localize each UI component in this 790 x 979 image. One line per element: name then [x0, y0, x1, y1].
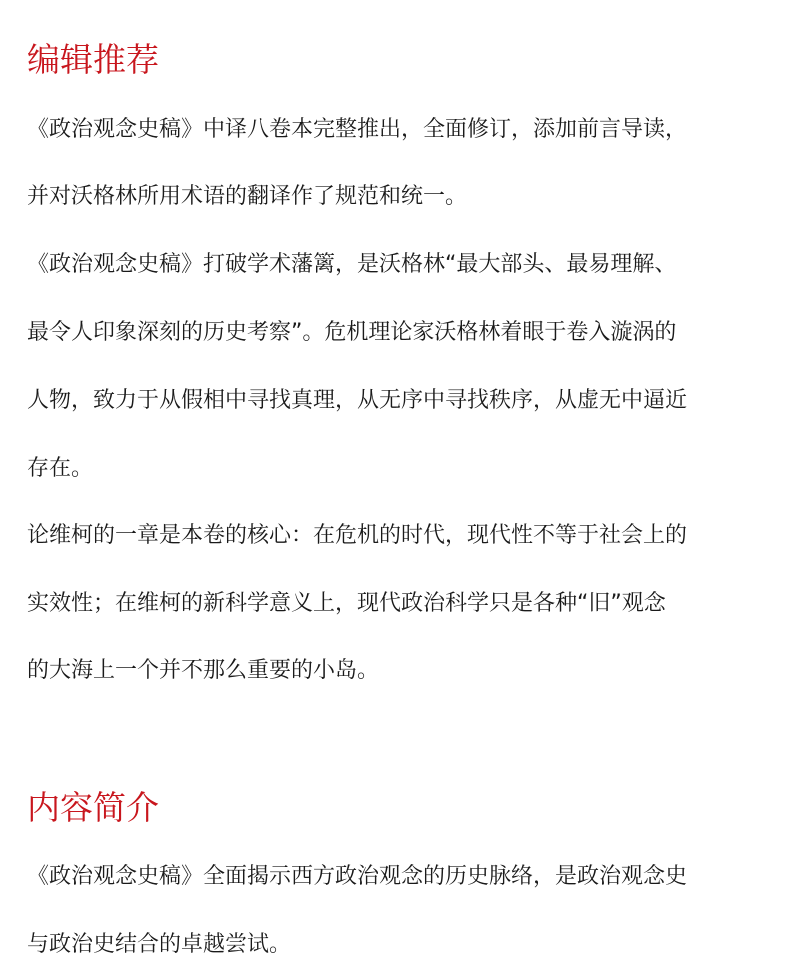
summary-line-2: 与政治史结合的卓越尝试。 — [27, 932, 292, 957]
recommendation-line-8: 实效性；在维柯的新科学意义上，现代政治科学只是各种“旧”观念 — [27, 591, 666, 616]
recommendation-line-9: 的大海上一个并不那么重要的小岛。 — [27, 658, 380, 683]
recommendation-line-7: 论维柯的一章是本卷的核心：在危机的时代，现代性不等于社会上的 — [27, 523, 688, 548]
recommendation-line-1: 《政治观念史稿》中译八卷本完整推出，全面修订，添加前言导读， — [27, 117, 688, 142]
summary-line-1: 《政治观念史稿》全面揭示西方政治观念的历史脉络，是政治观念史 — [27, 864, 688, 889]
editor-recommendation-heading: 编辑推荐 — [27, 40, 159, 79]
recommendation-line-5: 人物，致力于从假相中寻找真理，从无序中寻找秩序，从虚无中逼近 — [27, 388, 688, 413]
recommendation-line-6: 存在。 — [27, 456, 94, 481]
recommendation-line-3: 《政治观念史稿》打破学术藩篱，是沃格林“最大部头、最易理解、 — [27, 252, 677, 277]
content-summary-heading: 内容简介 — [27, 788, 159, 827]
recommendation-line-2: 并对沃格林所用术语的翻译作了规范和统一。 — [27, 184, 468, 209]
recommendation-line-4: 最令人印象深刻的历史考察”。危机理论家沃格林着眼于卷入漩涡的 — [27, 320, 677, 345]
